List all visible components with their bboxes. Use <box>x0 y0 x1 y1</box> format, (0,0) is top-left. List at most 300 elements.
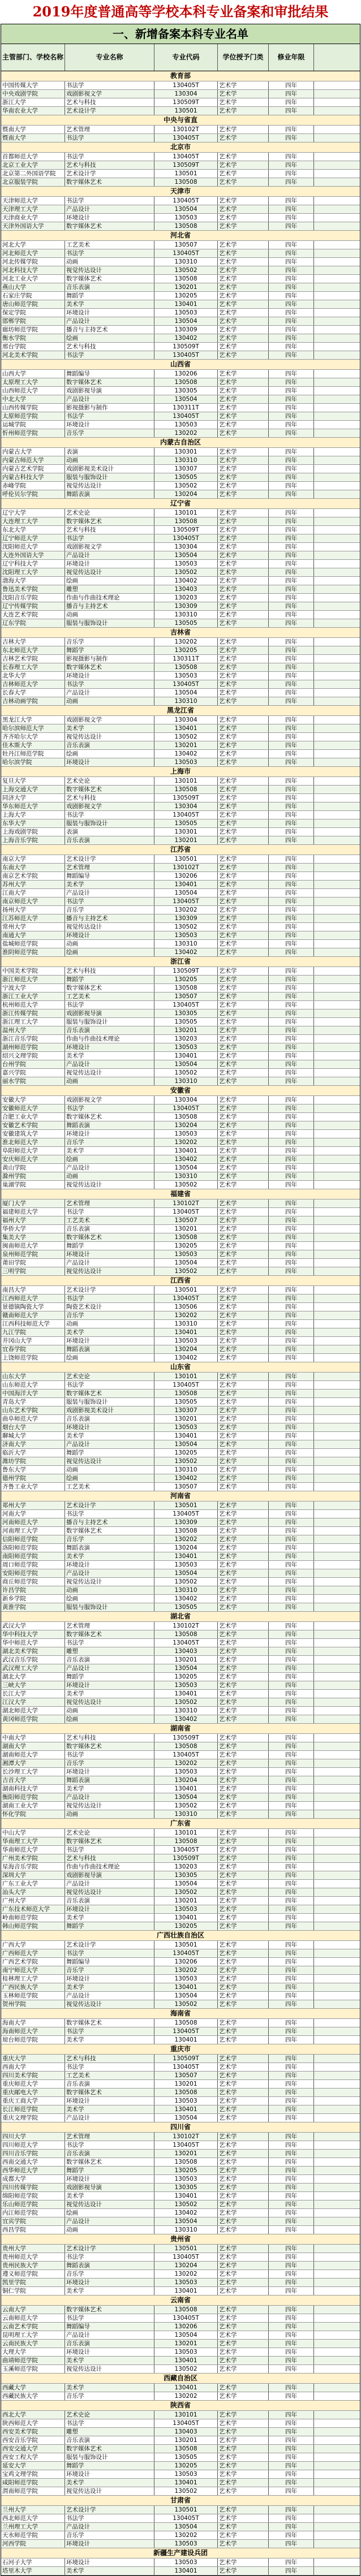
major-code: 130503 <box>154 214 218 222</box>
study-duration: 四年 <box>269 1164 314 1172</box>
major-code: 130508 <box>154 2019 218 2027</box>
major-name: 绘画 <box>65 1354 154 1362</box>
study-duration: 四年 <box>269 2306 314 2314</box>
major-code: 130204 <box>154 1776 218 1784</box>
study-duration: 四年 <box>269 2253 314 2261</box>
major-name: 影视摄影与制作 <box>65 404 154 412</box>
degree-category: 艺术学 <box>218 1698 269 1706</box>
major-name: 产品设计 <box>65 1793 154 1801</box>
school-name: 集美大学 <box>1 1233 65 1241</box>
blank-cell <box>314 378 360 386</box>
major-code: 130310 <box>154 1172 218 1180</box>
school-name: 阜阳师范大学 <box>1 1147 65 1155</box>
school-name: 广西师范大学 <box>1 1949 65 1957</box>
major-code: 130202 <box>154 1138 218 1146</box>
study-duration: 四年 <box>269 2506 314 2514</box>
degree-category: 艺术学 <box>218 2105 269 2113</box>
school-name: 吉首大学 <box>1 1776 65 1784</box>
major-name: 美术学 <box>65 2192 154 2200</box>
degree-category: 艺术学 <box>218 1415 269 1423</box>
table-row <box>1 1569 360 1578</box>
province-heading: 江西省 <box>1 1276 360 1286</box>
school-name: 西安交通大学 <box>1 2445 65 2453</box>
study-duration: 四年 <box>269 2063 314 2071</box>
school-name: 玉溪师范学院 <box>1 2365 65 2373</box>
degree-category: 艺术学 <box>218 1846 269 1854</box>
study-duration: 四年 <box>269 1147 314 1155</box>
degree-category: 艺术学 <box>218 1423 269 1431</box>
blank-cell <box>314 517 360 525</box>
major-name: 产品设计 <box>65 317 154 325</box>
major-code: 130101 <box>154 2411 218 2419</box>
blank-cell <box>314 241 360 249</box>
table-row <box>1 1639 360 1647</box>
province-heading: 山东省 <box>1 1362 360 1373</box>
study-duration: 四年 <box>269 1561 314 1569</box>
blank-cell <box>314 872 360 880</box>
blank-cell <box>314 1837 360 1845</box>
table-row <box>1 1250 360 1259</box>
major-code: 130201 <box>154 1897 218 1905</box>
table-row <box>1 1345 360 1354</box>
degree-category: 艺术学 <box>218 638 269 646</box>
blank-cell <box>314 2036 360 2044</box>
blank-cell <box>314 1647 360 1655</box>
degree-category: 艺术学 <box>218 1259 269 1267</box>
degree-category: 艺术学 <box>218 1096 269 1104</box>
school-name: 渭南师范学院 <box>1 2487 65 2495</box>
table-row <box>1 1286 360 1295</box>
blank-cell <box>314 1181 360 1189</box>
major-code: 130502 <box>154 568 218 576</box>
major-name: 舞蹈表演 <box>65 490 154 498</box>
study-duration: 四年 <box>269 741 314 749</box>
degree-category: 艺术学 <box>218 2192 269 2200</box>
blank-cell <box>314 370 360 378</box>
degree-category: 艺术学 <box>218 1164 269 1172</box>
blank-cell <box>314 2200 360 2208</box>
major-code: 130304 <box>154 543 218 551</box>
study-duration: 四年 <box>269 2287 314 2295</box>
degree-category: 艺术学 <box>218 2184 269 2191</box>
table-row <box>1 1595 360 1603</box>
table-row <box>1 448 360 456</box>
table-row <box>1 1897 360 1905</box>
table-row <box>1 1888 360 1897</box>
study-duration: 四年 <box>269 906 314 914</box>
blank-cell <box>314 864 360 871</box>
school-name: 河北大学 <box>1 241 65 249</box>
table-row <box>1 2019 360 2027</box>
school-name: 浙江师范大学 <box>1 976 65 983</box>
school-name: 温州大学 <box>1 1026 65 1034</box>
degree-category: 艺术学 <box>218 1802 269 1810</box>
major-code: 130501 <box>154 2506 218 2514</box>
school-name: 绍兴文理学院 <box>1 1052 65 1060</box>
degree-category: 艺术学 <box>218 1715 269 1723</box>
blank-cell <box>314 1172 360 1180</box>
major-code: 130402 <box>154 1155 218 1163</box>
table-row <box>1 1922 360 1931</box>
major-name: 视觉传达设计 <box>65 733 154 741</box>
major-name: 美术学 <box>65 300 154 308</box>
table-row <box>1 2133 360 2141</box>
degree-category: 艺术学 <box>218 914 269 922</box>
table-row <box>1 1751 360 1759</box>
major-code: 130502 <box>154 2200 218 2208</box>
table-row <box>1 2323 360 2331</box>
table-row <box>1 2487 360 2496</box>
degree-category: 艺术学 <box>218 1121 269 1129</box>
major-name: 动画 <box>65 1586 154 1594</box>
degree-category: 艺术学 <box>218 1527 269 1535</box>
table-row <box>1 1854 360 1863</box>
study-duration: 四年 <box>269 1734 314 1742</box>
study-duration: 四年 <box>269 222 314 230</box>
study-duration: 四年 <box>269 1009 314 1017</box>
school-name: 南昌大学 <box>1 1286 65 1294</box>
study-duration: 四年 <box>269 1715 314 1723</box>
major-code: 130405T <box>154 897 218 905</box>
blank-cell <box>314 2314 360 2322</box>
major-code: 130504 <box>154 1060 218 1068</box>
study-duration: 四年 <box>269 836 314 844</box>
study-duration: 四年 <box>269 1216 314 1224</box>
major-code: 130202 <box>154 1966 218 1974</box>
study-duration: 四年 <box>269 897 314 905</box>
major-name: 戏剧影视文学 <box>65 1096 154 1104</box>
table-row <box>1 1199 360 1208</box>
blank-cell <box>314 309 360 317</box>
study-duration: 四年 <box>269 1527 314 1535</box>
major-name: 动画 <box>65 1466 154 1474</box>
study-duration: 四年 <box>269 2000 314 2008</box>
major-code: 130405T <box>154 1751 218 1759</box>
major-name: 环境设计 <box>65 2279 154 2286</box>
blank-cell <box>314 1922 360 1930</box>
degree-category: 艺术学 <box>218 1242 269 1250</box>
study-duration: 四年 <box>269 1242 314 1250</box>
major-code: 130509T <box>154 1854 218 1862</box>
major-code: 130402 <box>154 948 218 956</box>
blank-cell <box>314 1622 360 1630</box>
major-name: 环境设计 <box>65 1043 154 1051</box>
major-code: 130503 <box>154 672 218 680</box>
major-name: 书法学 <box>65 1510 154 1518</box>
study-duration: 四年 <box>269 1069 314 1077</box>
school-name: 常州大学 <box>1 923 65 931</box>
table-row <box>1 1009 360 1018</box>
study-duration: 四年 <box>269 948 314 956</box>
school-name: 武汉音乐学院 <box>1 1656 65 1664</box>
blank-cell <box>314 526 360 534</box>
table-row <box>1 2540 360 2548</box>
major-name: 绘画 <box>65 577 154 585</box>
study-duration: 四年 <box>269 2200 314 2208</box>
table-row <box>1 1914 360 1922</box>
school-name: 安徽师范大学 <box>1 1104 65 1112</box>
major-name: 产品设计 <box>65 551 154 559</box>
table-row <box>1 577 360 585</box>
table-row <box>1 283 360 292</box>
degree-category: 艺术学 <box>218 1138 269 1146</box>
school-name: 西藏大学 <box>1 2384 65 2392</box>
province-heading: 湖南省 <box>1 1724 360 1734</box>
blank-cell <box>314 1096 360 1104</box>
blank-cell <box>314 1381 360 1389</box>
blank-cell <box>314 1259 360 1267</box>
table-row <box>1 663 360 672</box>
degree-category: 艺术学 <box>218 1595 269 1603</box>
degree-category: 艺术学 <box>218 1630 269 1638</box>
degree-category: 艺术学 <box>218 993 269 1000</box>
study-duration: 四年 <box>269 967 314 975</box>
major-code: 130402 <box>154 577 218 585</box>
major-code: 130502 <box>154 1457 218 1465</box>
major-name: 环境设计 <box>65 672 154 680</box>
degree-category: 艺术学 <box>218 1069 269 1077</box>
school-name: 西安美术学院 <box>1 2428 65 2436</box>
table-row <box>1 872 360 881</box>
major-code: 130509T <box>154 526 218 534</box>
blank-cell <box>314 1320 360 1328</box>
degree-category: 艺术学 <box>218 984 269 992</box>
degree-category: 艺术学 <box>218 2150 269 2158</box>
blank-cell <box>314 90 360 98</box>
school-name: 安徽艺术学院 <box>1 1121 65 1129</box>
major-name: 视觉传达设计 <box>65 2200 154 2208</box>
major-name: 戏剧影视文学 <box>65 802 154 810</box>
degree-category: 艺术学 <box>218 517 269 525</box>
blank-cell <box>314 2392 360 2400</box>
degree-category: 艺术学 <box>218 1328 269 1336</box>
degree-category: 艺术学 <box>218 2158 269 2166</box>
school-name: 重庆邮电大学 <box>1 2089 65 2096</box>
blank-cell <box>314 2567 360 2575</box>
school-name: 江南大学 <box>1 889 65 897</box>
study-duration: 四年 <box>269 2445 314 2453</box>
table-row <box>1 1242 360 1250</box>
major-code: 130201 <box>154 283 218 291</box>
degree-category: 艺术学 <box>218 819 269 827</box>
major-name: 环境设计 <box>65 2348 154 2356</box>
table-row <box>1 2348 360 2357</box>
school-name: 新乡学院 <box>1 1595 65 1603</box>
major-name: 音乐表演 <box>65 1415 154 1423</box>
study-duration: 四年 <box>269 317 314 325</box>
study-duration: 四年 <box>269 638 314 646</box>
major-name: 书法学 <box>65 197 154 205</box>
degree-category: 艺术学 <box>218 2253 269 2261</box>
degree-category: 艺术学 <box>218 1113 269 1121</box>
major-code: 130503 <box>154 2558 218 2566</box>
study-duration: 四年 <box>269 1518 314 1526</box>
study-duration: 四年 <box>269 1354 314 1362</box>
study-duration: 四年 <box>269 1690 314 1698</box>
degree-category: 艺术学 <box>218 1233 269 1241</box>
major-code: 130504 <box>154 395 218 403</box>
school-name: 宜宾学院 <box>1 2217 65 2225</box>
province-heading: 陕西省 <box>1 2401 360 2411</box>
study-duration: 四年 <box>269 370 314 378</box>
degree-category: 艺术学 <box>218 2470 269 2478</box>
major-name: 音乐学 <box>65 906 154 914</box>
study-duration: 四年 <box>269 819 314 827</box>
school-name: 华南理工大学 <box>1 1837 65 1845</box>
degree-category: 艺术学 <box>218 543 269 551</box>
degree-category: 艺术学 <box>218 126 269 133</box>
table-row <box>1 2167 360 2175</box>
major-code: 130504 <box>154 889 218 897</box>
major-name: 戏剧影视导演 <box>65 387 154 395</box>
table-row <box>1 2226 360 2234</box>
major-name: 舞蹈学 <box>65 1449 154 1457</box>
degree-category: 艺术学 <box>218 1381 269 1389</box>
study-duration: 四年 <box>269 931 314 939</box>
study-duration: 四年 <box>269 134 314 142</box>
table-row <box>1 2453 360 2462</box>
study-duration: 四年 <box>269 1922 314 1930</box>
study-duration: 四年 <box>269 1837 314 1845</box>
study-duration: 四年 <box>269 914 314 922</box>
blank-cell <box>314 2175 360 2183</box>
table-row <box>1 2000 360 2009</box>
degree-category: 艺术学 <box>218 1742 269 1750</box>
table-row <box>1 1561 360 1569</box>
study-duration: 四年 <box>269 663 314 671</box>
study-duration: 四年 <box>269 1854 314 1862</box>
school-name: 聊城大学 <box>1 1432 65 1440</box>
table-row <box>1 1483 360 1491</box>
province-heading: 贵州省 <box>1 2234 360 2245</box>
major-code: 130201 <box>154 1656 218 1664</box>
school-name: 西安音乐学院 <box>1 2436 65 2444</box>
degree-category: 艺术学 <box>218 1958 269 1966</box>
table-row <box>1 1052 360 1060</box>
school-name: 大连艺术学院 <box>1 611 65 619</box>
school-name: 赤峰学院 <box>1 482 65 490</box>
school-name: 南通大学 <box>1 931 65 939</box>
blank-cell <box>314 1208 360 1216</box>
major-code: 130502 <box>154 2365 218 2373</box>
degree-category: 艺术学 <box>218 266 269 274</box>
table-row <box>1 1544 360 1552</box>
major-name: 美术学 <box>65 1785 154 1793</box>
blank-cell <box>314 758 360 766</box>
table-row <box>1 1880 360 1888</box>
study-duration: 四年 <box>269 1768 314 1776</box>
school-name: 石河子大学 <box>1 2558 65 2566</box>
study-duration: 四年 <box>269 2514 314 2522</box>
major-name: 环境设计 <box>65 1975 154 1983</box>
major-name: 绘画 <box>65 2209 154 2217</box>
study-duration: 四年 <box>269 1172 314 1180</box>
major-name: 工艺美术 <box>65 1216 154 1224</box>
table-row <box>1 948 360 957</box>
degree-category: 艺术学 <box>218 2306 269 2314</box>
table-row <box>1 2445 360 2453</box>
major-name: 雕塑 <box>65 2428 154 2436</box>
school-name: 周口师范学院 <box>1 1561 65 1569</box>
major-name: 环境设计 <box>65 2558 154 2566</box>
table-row <box>1 819 360 828</box>
major-code: 130403 <box>154 2428 218 2436</box>
study-duration: 四年 <box>269 855 314 863</box>
school-name: 黄山学院 <box>1 1164 65 1172</box>
blank-cell <box>314 2262 360 2269</box>
major-code: 130202 <box>154 2392 218 2400</box>
degree-category: 艺术学 <box>218 283 269 291</box>
blank-cell <box>314 334 360 342</box>
degree-category: 艺术学 <box>218 2000 269 2008</box>
major-name: 视觉传达设计 <box>65 568 154 576</box>
major-name: 动画 <box>65 940 154 948</box>
degree-category: 艺术学 <box>218 1888 269 1896</box>
degree-category: 艺术学 <box>218 967 269 975</box>
degree-category: 艺术学 <box>218 1147 269 1155</box>
major-name: 视觉传达设计 <box>65 266 154 274</box>
school-name: 暨南大学 <box>1 126 65 133</box>
school-name: 衡阳师范学院 <box>1 1793 65 1801</box>
school-name: 曲靖师范学院 <box>1 2357 65 2364</box>
major-code: 130401 <box>154 1052 218 1060</box>
major-code: 130101 <box>154 1829 218 1837</box>
table-row <box>1 1992 360 2000</box>
school-name: 昆明理工大学 <box>1 2331 65 2339</box>
major-name: 数字媒体艺术 <box>65 1390 154 1397</box>
major-name: 数字媒体艺术 <box>65 2158 154 2166</box>
degree-category: 艺术学 <box>218 777 269 785</box>
study-duration: 四年 <box>269 585 314 593</box>
school-name: 江苏师范大学 <box>1 914 65 922</box>
blank-cell <box>314 214 360 222</box>
study-duration: 四年 <box>269 334 314 342</box>
table-row <box>1 724 360 733</box>
blank-cell <box>314 881 360 888</box>
school-name: 安庆师范大学 <box>1 1155 65 1163</box>
major-name: 艺术设计学 <box>65 1501 154 1509</box>
school-name: 潍坊学院 <box>1 1457 65 1465</box>
major-code: 130505 <box>154 1018 218 1026</box>
major-code: 130201 <box>154 1026 218 1034</box>
table-row <box>1 2567 360 2575</box>
major-name: 艺术管理 <box>65 2133 154 2141</box>
major-name: 书法学 <box>65 1846 154 1854</box>
table-row <box>1 1440 360 1449</box>
major-code: 130205 <box>154 292 218 300</box>
table-row <box>1 1147 360 1155</box>
school-name: 云南艺术学院 <box>1 2323 65 2331</box>
table-row <box>1 1863 360 1871</box>
study-duration: 四年 <box>269 1052 314 1060</box>
table-row <box>1 258 360 266</box>
table-row <box>1 300 360 309</box>
degree-category: 艺术学 <box>218 1656 269 1664</box>
school-name: 长春理工大学 <box>1 663 65 671</box>
major-code: 130504 <box>154 551 218 559</box>
blank-cell <box>314 1561 360 1569</box>
degree-category: 艺术学 <box>218 222 269 230</box>
major-name: 戏剧影视文学 <box>65 543 154 551</box>
study-duration: 四年 <box>269 984 314 992</box>
table-row <box>1 568 360 577</box>
school-name: 华中师范大学 <box>1 1639 65 1647</box>
province-heading: 内蒙古自治区 <box>1 438 360 448</box>
table-row <box>1 1018 360 1026</box>
table-row <box>1 378 360 387</box>
table-row <box>1 2411 360 2419</box>
degree-category: 艺术学 <box>218 2167 269 2174</box>
